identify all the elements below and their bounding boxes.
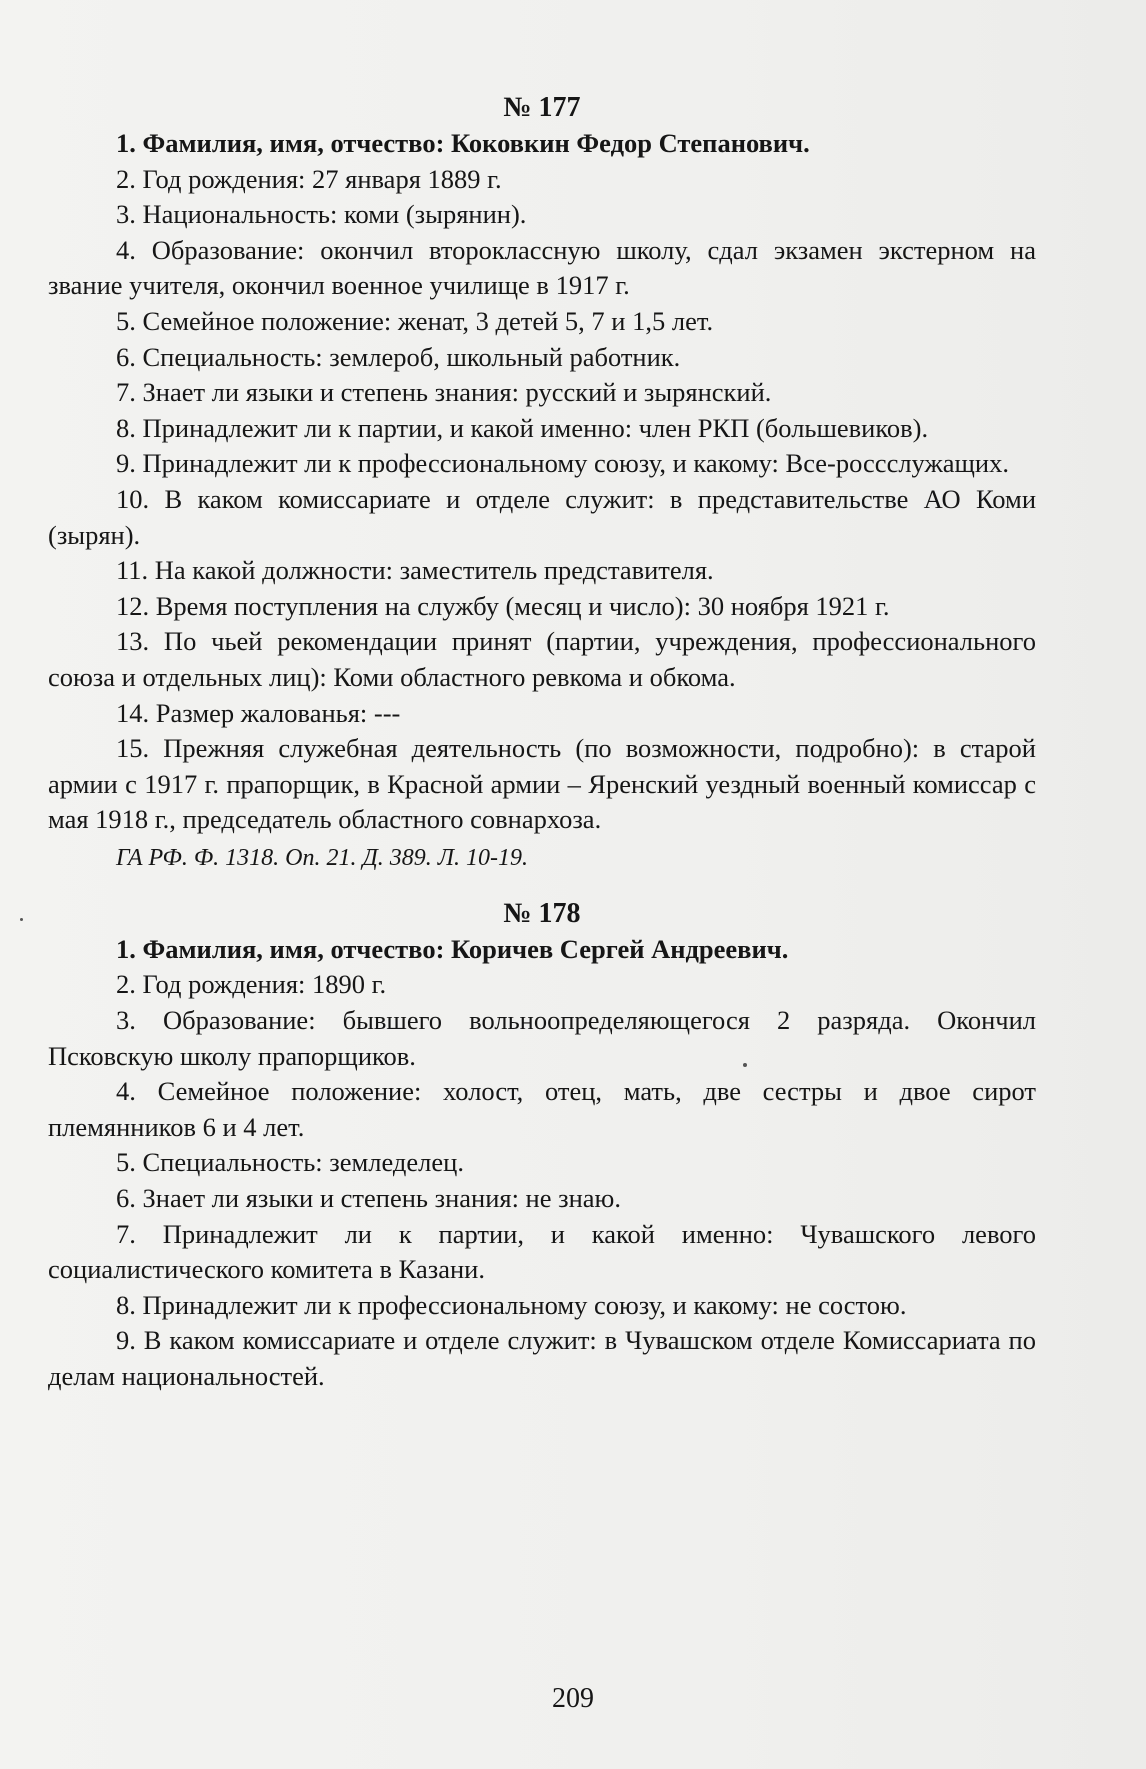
field-full-name: 1. Фамилия, имя, отчество: Коричев Сергей Андреевич.: [116, 933, 789, 964]
field-birth-date: 2. Год рождения: 1890 г.: [116, 969, 387, 1000]
field-education: 3. Образование: бывшего вольноопределяющегося 2 разряда. Окончил Псковскую школу прапорщиков.: [48, 1005, 1036, 1071]
field-recommendation: 13. По чьей рекомендации принят (партии, учреждения, профессионального союза и отдельных лиц): Коми областного ревкома и обкома.: [48, 626, 1036, 692]
field-salary: 14. Размер жалованья: ---: [116, 697, 401, 728]
page-number: 209: [552, 1683, 594, 1714]
scan-speck: [20, 918, 23, 921]
field-trade-union: 8. Принадлежит ли к профессиональному союзу, и какому: не состою.: [116, 1289, 907, 1320]
document-number-177: № 177: [503, 92, 581, 123]
field-previous-service: 15. Прежняя служебная деятельность (по возможности, подробно): в старой армии с 1917 г. прапорщик, в Красной армии – Яренский уездный военный комиссар с мая 1918 г., председатель областного совнархоза.: [48, 733, 1036, 835]
field-birth-date: 2. Год рождения: 27 января 1889 г.: [116, 163, 502, 194]
field-family-status: 5. Семейное положение: женат, 3 детей 5, 7 и 1,5 лет.: [116, 305, 714, 336]
field-languages: 6. Знает ли языки и степень знания: не знаю.: [116, 1183, 621, 1214]
field-specialty: 6. Специальность: землероб, школьный работник.: [116, 341, 681, 372]
field-family-status: 4. Семейное положение: холост, отец, мать, две сестры и двое сирот племянников 6 и 4 лет.: [48, 1076, 1036, 1142]
field-party: 7. Принадлежит ли к партии, и какой именно: Чувашского левого социалистического комитета в Казани.: [48, 1218, 1036, 1285]
page-text: [48, 90, 1036, 1395]
archive-source-reference: ГА РФ. Ф. 1318. Оп. 21. Д. 389. Л. 10-19.: [116, 844, 528, 871]
field-education: 4. Образование: окончил второклассную школу, сдал экзамен экстерном на звание учителя, окончил военное училище в 1917 г.: [48, 234, 1036, 301]
field-party: 8. Принадлежит ли к партии, и какой именно: член РКП (большевиков).: [116, 412, 929, 443]
document-number-178: № 178: [503, 897, 581, 929]
scan-speck: [743, 1063, 747, 1067]
field-commissariat: 9. В каком комиссариате и отделе служит: в Чувашском отделе Комиссариата по делам национальностей.: [48, 1325, 1036, 1391]
field-full-name: 1. Фамилия, имя, отчество: Коковкин Федор Степанович.: [116, 128, 810, 158]
field-trade-union: 9. Принадлежит ли к профессиональному союзу, и какому: Все-россслужащих.: [116, 448, 1009, 479]
field-service-start: 12. Время поступления на службу (месяц и число): 30 ноября 1921 г.: [116, 590, 890, 621]
field-commissariat: 10. В каком комиссариате и отделе служит: в представительстве АО Коми (зырян).: [48, 483, 1036, 550]
field-specialty: 5. Специальность: земледелец.: [116, 1147, 464, 1178]
field-position: 11. На какой должности: заместитель представителя.: [116, 555, 714, 586]
field-languages: 7. Знает ли языки и степень знания: русский и зырянский.: [116, 377, 772, 408]
field-nationality: 3. Национальность: коми (зырянин).: [116, 199, 527, 230]
